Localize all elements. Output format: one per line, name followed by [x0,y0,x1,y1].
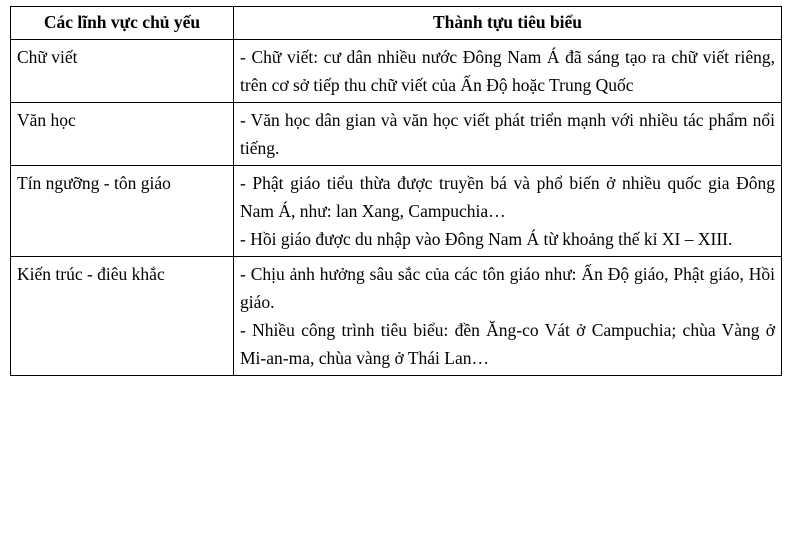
detail-item: - Chữ viết: cư dân nhiều nước Đông Nam Á đã sáng tạo ra chữ viết riêng, trên cơ sở tiếp thu chữ viết của Ấn Độ hoặc Trung Quốc [240,47,775,95]
row-field-writing: Chữ viết [11,40,234,103]
row-details-architecture [234,257,782,376]
row-details-literature [234,103,782,166]
table-row [11,257,782,376]
detail-item: - Phật giáo tiểu thừa được truyền bá và phổ biến ở nhiều quốc gia Đông Nam Á, như: lan Xang, Campuchia… [240,173,775,221]
table-row [11,166,782,257]
table-row [11,40,782,103]
row-field-architecture: Kiến trúc - điêu khắc [11,257,234,376]
row-details-religion [234,166,782,257]
table-row [11,103,782,166]
header-achievements: Thành tựu tiêu biểu [234,7,782,40]
row-field-literature: Văn học [11,103,234,166]
detail-item: - Nhiều công trình tiêu biểu: đền Ăng-co Vát ở Campuchia; chùa Vàng ở Mi-an-ma, chùa vàng ở Thái Lan… [240,320,775,368]
detail-item: - Văn học dân gian và văn học viết phát triển mạnh với nhiều tác phẩm nổi tiếng. [240,110,775,158]
row-field-religion: Tín ngưỡng - tôn giáo [11,166,234,257]
detail-item: - Hồi giáo được du nhập vào Đông Nam Á từ khoảng thế kỉ XI – XIII. [240,229,733,249]
row-details-writing [234,40,782,103]
header-row [11,7,782,40]
achievements-table [10,6,782,376]
header-field: Các lĩnh vực chủ yếu [11,7,234,40]
detail-item: - Chịu ảnh hưởng sâu sắc của các tôn giáo như: Ấn Độ giáo, Phật giáo, Hồi giáo. [240,264,775,312]
